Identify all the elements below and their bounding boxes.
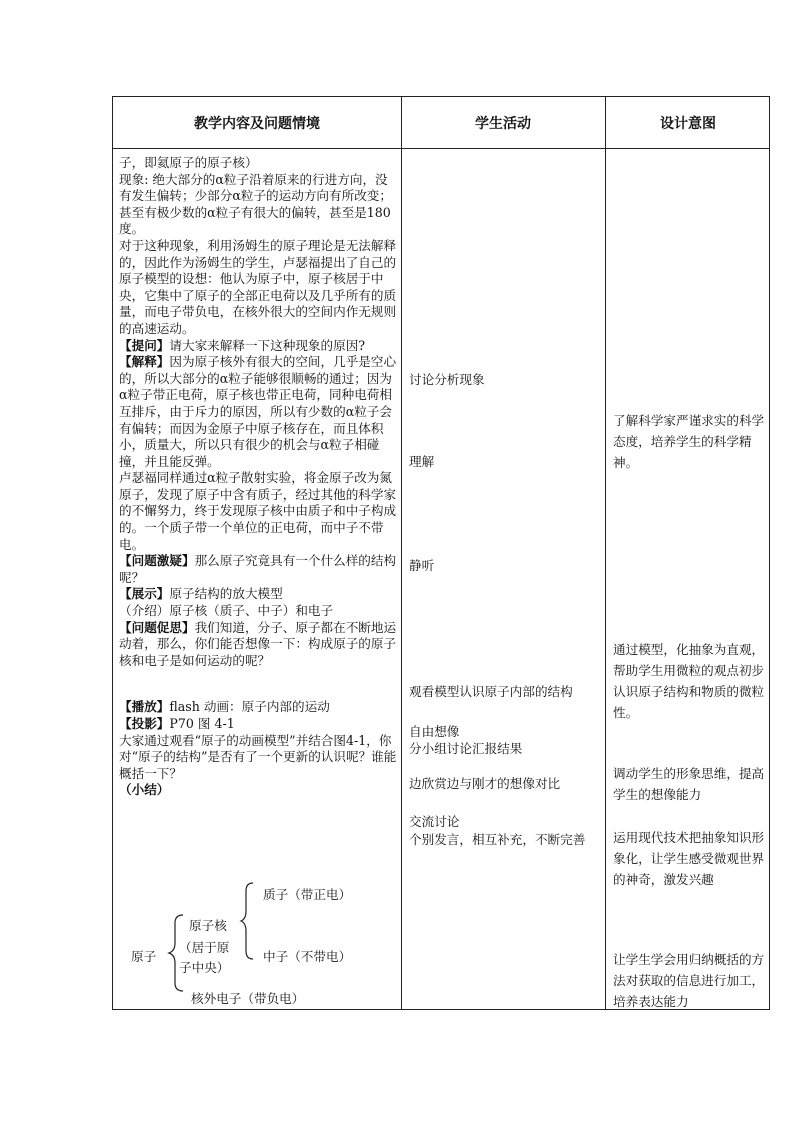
content-intro: （介绍）原子核（质子、中子）和电子: [119, 603, 334, 619]
activity-exchange: 交流讨论: [409, 814, 460, 829]
diagram-nucleus-3: 子中央）: [179, 960, 230, 975]
diagram-nucleus-2: （居于原: [179, 940, 230, 955]
diagram-proton: 质子（带正电）: [263, 887, 352, 902]
tag-prompt: 【问题促思】: [119, 619, 195, 635]
content-p2: 现象: 绝大部分的α粒子沿着原来的行进方向，没有发生偏转；少部分α粒子的运动方向有所改变；甚至有极少数的α粒子有很大的偏转，甚至是180度。: [119, 171, 392, 237]
content-prompt: 【问题促思】我们知道，分子、原子都在不断地运动着，那么，你们能否想像一下：构成原子的原子核和电子是如何运动的呢？: [119, 619, 397, 668]
tag-projection: 【投影】: [119, 716, 170, 731]
diagram-atom: 原子: [131, 949, 157, 964]
header-student-activity: 学生活动: [475, 115, 531, 132]
header-teaching-content: 教学内容及问题情境: [194, 115, 320, 132]
intent-scientific-spirit: 了解科学家严谨求实的科学态度，培养学生的科学精神。: [613, 413, 765, 470]
activity-discuss: 讨论分析现象: [409, 372, 485, 387]
activity-compare: 边欣赏边与刚才的想像对比: [409, 776, 561, 791]
diagram-nucleus-1: 原子核: [189, 918, 227, 933]
header-divider: [113, 148, 769, 149]
content-display: 【展示】原子结构的放大模型: [119, 586, 283, 602]
tag-display: 【展示】: [119, 586, 170, 602]
header-design-intent: 设计意图: [660, 115, 716, 132]
intent-model-visual: 通过模型，化抽象为直观，帮助学生用微粒的观点初步认识原子结构和物质的微粒性。: [613, 642, 765, 720]
teaching-content-text: [119, 155, 399, 799]
content-explanation: 【解释】因为原子核外有很大的空间，几乎是空心的，所以大部分的α粒子能够很顺畅的通过；因为α粒子带正电荷，原子核也带正电荷，同种电荷相互排斥，由于斥力的原因，所以有少数的α粒子会有偏转；而因为金原子中原子核存在，而且体积小，质量大，所以只有很少的机会与α粒子相碰撞，并且能反弹。: [119, 354, 397, 469]
tag-inquiry: 【问题激疑】: [119, 553, 195, 569]
content-inquiry: 【问题激疑】那么原子究竟具有一个什么样的结构呢？: [119, 553, 397, 585]
content-p6: 卢瑟福同样通过α粒子散射实验，将金原子改为氮原子，发现了原子中含有质子，经过其他的科学家的不懈努力，终于发现原子核中由质子和中子构成的。一个质子带一个单位的正电荷，而中子不带电。: [119, 470, 397, 552]
activity-observe-model: 观看模型认识原子内部的结构: [409, 684, 573, 699]
activity-speak: 个别发言，相互补充，不断完善: [409, 832, 586, 847]
tag-play: 【播放】: [119, 699, 170, 715]
tag-explanation: 【解释】: [119, 354, 170, 370]
diagram-neutron: 中子（不带电）: [263, 949, 352, 964]
activity-listen: 静听: [409, 558, 435, 573]
content-question: 【提问】请大家来解释一下这种现象的原因?: [119, 337, 366, 353]
activity-group-report: 分小组讨论汇报结果: [409, 741, 523, 756]
activity-imagine: 自由想像: [409, 724, 460, 739]
activity-understand: 理解: [409, 454, 435, 469]
column-divider-1: [401, 97, 402, 1009]
tag-question: 【提问】: [119, 337, 170, 353]
intent-imagination: 调动学生的形象思维，提高学生的想像能力: [613, 766, 765, 802]
intent-technology: 运用现代技术把抽象知识形象化，让学生感受微观世界的神奇，激发兴趣: [613, 830, 765, 887]
content-summary: （小结）: [119, 782, 170, 798]
content-p1: 子，即氦原子的原子核）: [119, 155, 258, 170]
content-play: 【播放】flash 动画：原子内部的运动: [119, 699, 330, 715]
lesson-table: [112, 96, 770, 1010]
column-divider-2: [605, 97, 606, 1009]
intent-summarize: 让学生学会用归纳概括的方法对获取的信息进行加工，培养表达能力: [613, 952, 765, 1009]
content-projection: 【投影】P70 图 4-1: [119, 716, 235, 731]
diagram-electron: 核外电子（带负电）: [191, 991, 305, 1006]
outer-brace: [113, 97, 114, 98]
content-p3: 对于这种现象，利用汤姆生的原子理论是无法解释的，因此作为汤姆生的学生，卢瑟福提出了自己的原子模型的设想：他认为原子中，原子核居于中央，它集中了原子的全部正电荷以及几乎所有的质量，而电子带负电，在核外很大的空间内作无规则的高速运动。: [119, 237, 397, 336]
content-p13: 大家通过观看“原子的动画模型”并结合图4-1，你对“原子的结构”是否有了一个更新的认识呢？谁能概括一下？: [119, 732, 397, 781]
